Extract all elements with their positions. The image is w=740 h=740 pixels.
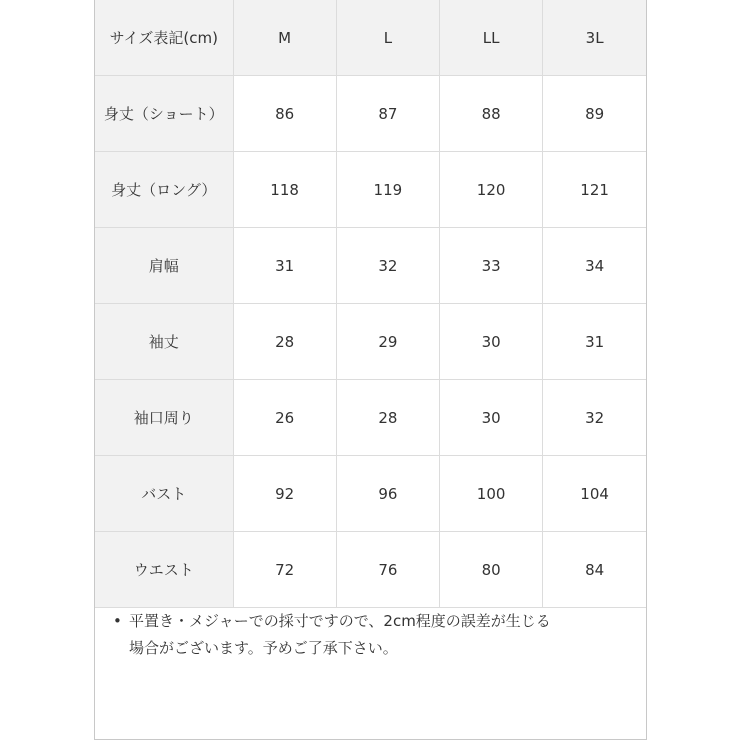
table-cell: 88	[440, 76, 543, 152]
table-row	[95, 304, 646, 380]
row-label: 身丈（ロング）	[95, 152, 233, 228]
row-label: バスト	[95, 456, 233, 532]
table-cell: 80	[440, 532, 543, 608]
row-label: ウエスト	[95, 532, 233, 608]
table-row	[95, 228, 646, 304]
table-cell: 120	[440, 152, 543, 228]
header-cell-3l: 3L	[543, 0, 646, 76]
table-cell: 26	[233, 380, 336, 456]
table-cell: 100	[440, 456, 543, 532]
row-label: 肩幅	[95, 228, 233, 304]
table-cell: 89	[543, 76, 646, 152]
row-label: 袖口周り	[95, 380, 233, 456]
table-cell: 72	[233, 532, 336, 608]
table-cell: 33	[440, 228, 543, 304]
header-cell-ll: LL	[440, 0, 543, 76]
table-cell: 32	[543, 380, 646, 456]
table-cell: 84	[543, 532, 646, 608]
table-header-row	[95, 0, 646, 76]
size-table	[95, 0, 646, 608]
table-cell: 34	[543, 228, 646, 304]
table-cell: 30	[440, 380, 543, 456]
header-cell-l: L	[336, 0, 439, 76]
row-label: 身丈（ショート）	[95, 76, 233, 152]
table-cell: 118	[233, 152, 336, 228]
header-cell-size-label: サイズ表記(cm)	[95, 0, 233, 76]
header-cell-m: M	[233, 0, 336, 76]
table-cell: 92	[233, 456, 336, 532]
table-cell: 121	[543, 152, 646, 228]
table-cell: 31	[233, 228, 336, 304]
table-cell: 28	[336, 380, 439, 456]
table-cell: 31	[543, 304, 646, 380]
note-line-2: 場合がございます。予めご了承下さい。	[129, 639, 398, 657]
table-cell: 86	[233, 76, 336, 152]
table-row	[95, 380, 646, 456]
table-cell: 119	[336, 152, 439, 228]
table-cell: 87	[336, 76, 439, 152]
table-cell: 76	[336, 532, 439, 608]
table-row	[95, 456, 646, 532]
table-row	[95, 152, 646, 228]
table-cell: 30	[440, 304, 543, 380]
bullet-icon: •	[113, 612, 122, 630]
table-row	[95, 532, 646, 608]
size-chart-panel	[94, 0, 647, 740]
table-cell: 28	[233, 304, 336, 380]
note-line-1: 平置き・メジャーでの採寸ですので、2cm程度の誤差が生じる	[129, 612, 551, 630]
measurement-note	[95, 608, 646, 662]
table-cell: 32	[336, 228, 439, 304]
row-label: 袖丈	[95, 304, 233, 380]
table-cell: 96	[336, 456, 439, 532]
table-cell: 29	[336, 304, 439, 380]
table-row	[95, 76, 646, 152]
table-cell: 104	[543, 456, 646, 532]
